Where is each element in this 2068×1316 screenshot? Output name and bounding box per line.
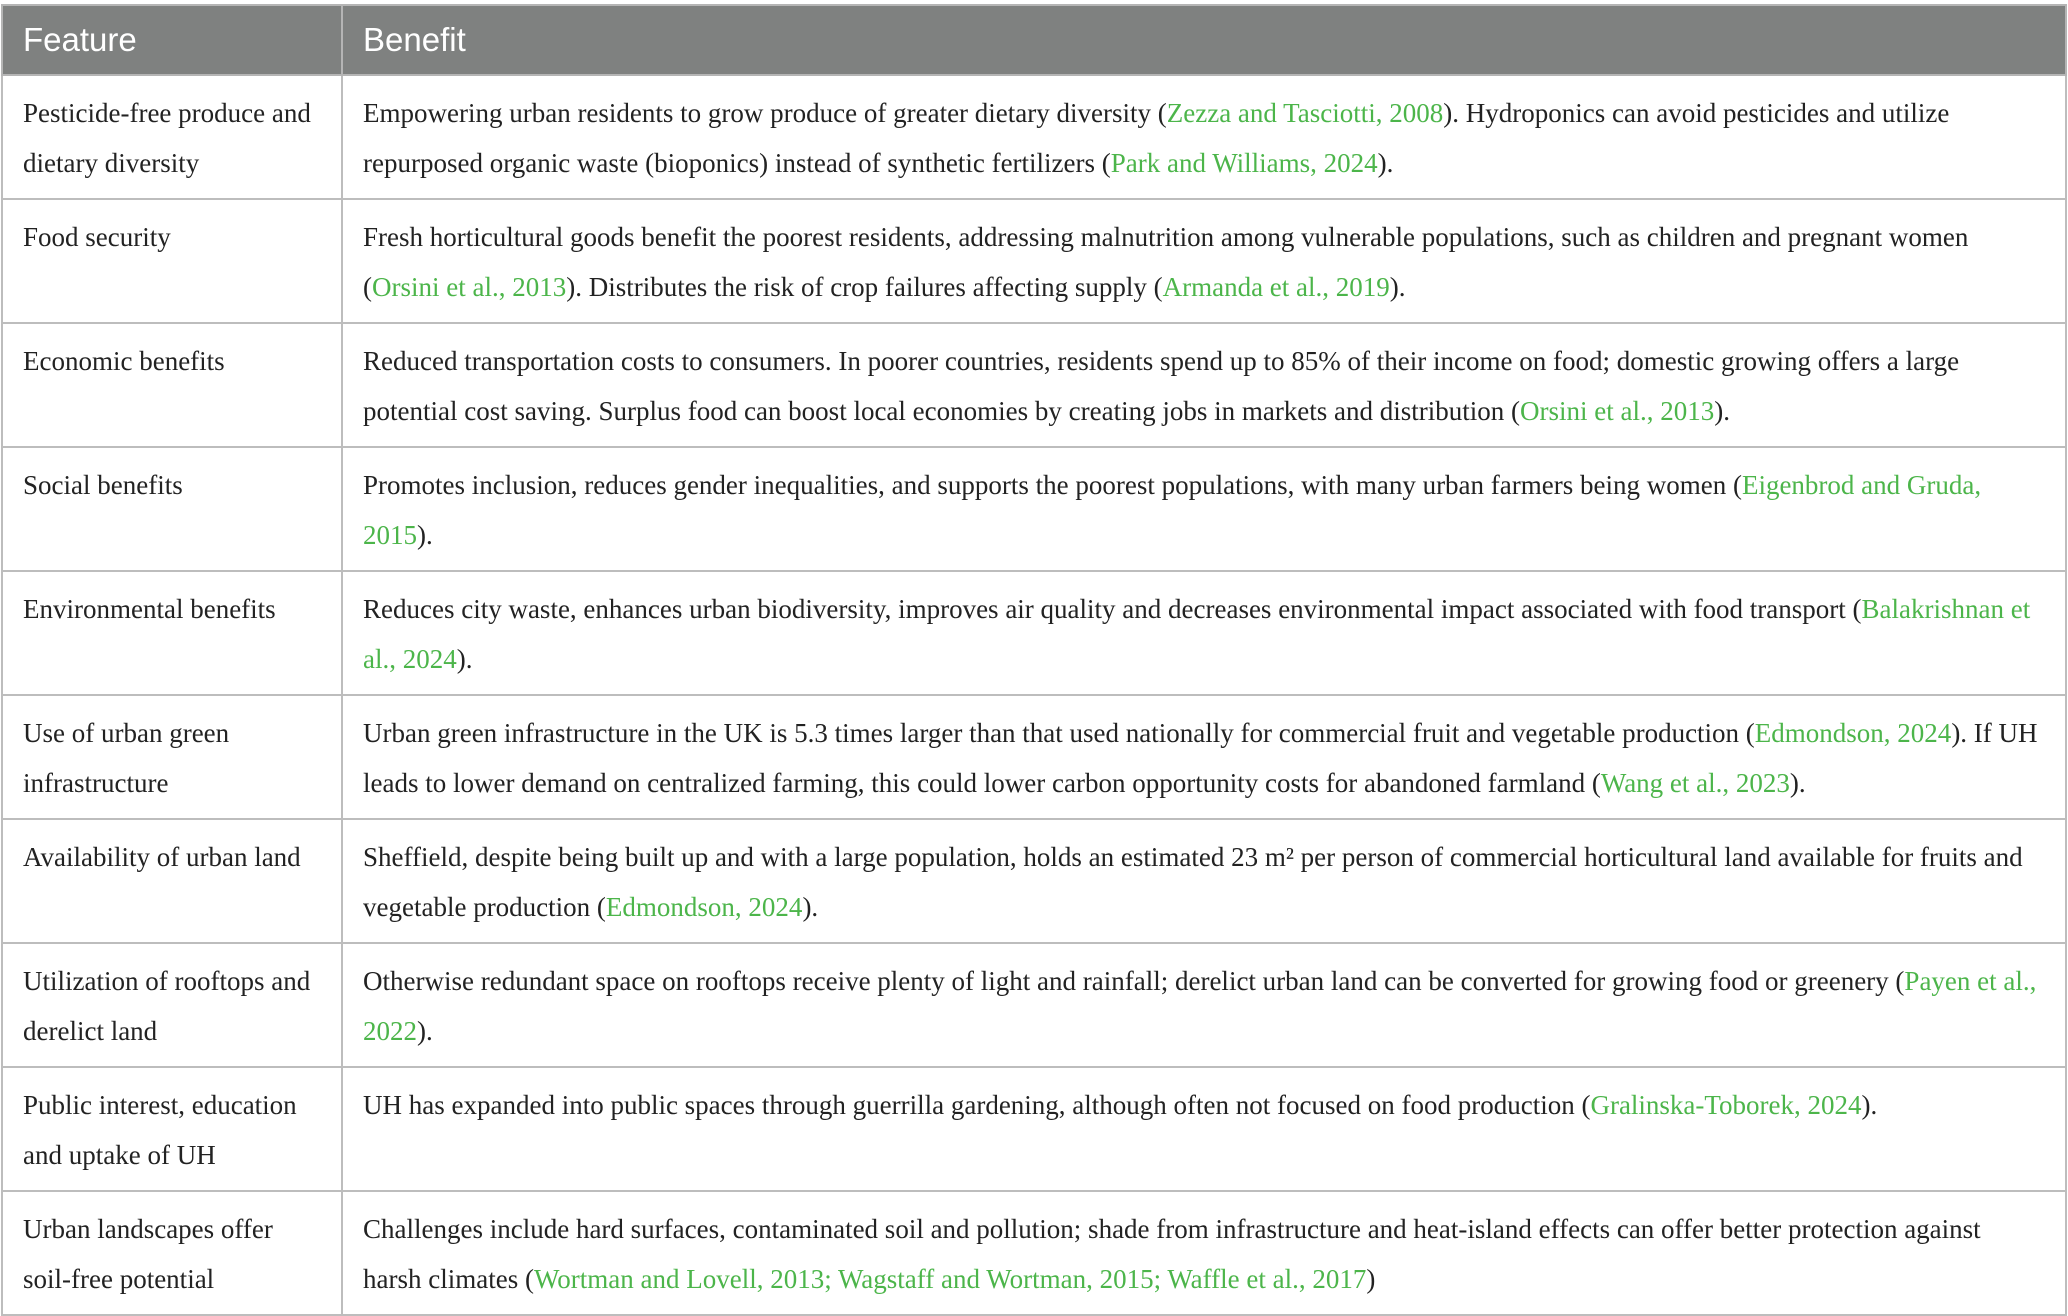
benefit-text: ). [417,1016,433,1046]
citation-link[interactable]: Orsini et al., 2013 [372,272,567,302]
benefit-cell [342,1191,2066,1315]
benefit-text: Reduces city waste, enhances urban biodiversity, improves air quality and decreases environmental impact associated with food transport ( [363,594,1862,624]
benefit-cell [342,1067,2066,1191]
benefit-cell [342,943,2066,1067]
feature-cell: Environmental benefits [2,571,342,695]
benefit-text: Sheffield, despite being built up and with a large population, holds an estimated 23 m² per person of commercial horticultural land available for fruits and vegetable production ( [363,842,2023,922]
benefit-text: Urban green infrastructure in the UK is 5.3 times larger than that used nationally for commercial fruit and vegetable production ( [363,718,1755,748]
benefit-text: ). [1789,768,1806,798]
benefit-text: ). [802,892,819,922]
benefit-text: ) [1366,1264,1376,1294]
benefit-cell [342,199,2066,323]
benefit-text: ). Hydroponics can avoid pesticides and utilize repurposed organic waste (bioponics) instead of synthetic fertilizers ( [363,98,1950,178]
citation-link[interactable]: Eigenbrod and Gruda, 2015 [363,470,1982,550]
feature-cell: Pesticide-free produce and dietary diversity [2,75,342,199]
table-row [2,199,2066,323]
benefit-cell [342,571,2066,695]
table-header-row [2,5,2066,75]
table-row [2,75,2066,199]
benefit-text: Promotes inclusion, reduces gender inequalities, and supports the poorest populations, with many urban farmers being women ( [363,470,1742,500]
benefit-cell [342,323,2066,447]
citation-link[interactable]: Park and Williams, 2024 [1110,148,1378,178]
benefit-text: ). [456,644,473,674]
citation-link[interactable]: Zezza and Tasciotti, 2008 [1166,98,1444,128]
benefit-text: ). [1714,396,1731,426]
citation-link[interactable]: Gralinska-Toborek, 2024 [1590,1090,1862,1120]
benefit-cell [342,819,2066,943]
column-header-feature: Feature [2,5,342,75]
citation-link[interactable]: Orsini et al., 2013 [1520,396,1715,426]
citation-link[interactable]: Edmondson, 2024 [605,892,803,922]
feature-cell: Economic benefits [2,323,342,447]
feature-cell: Availability of urban land [2,819,342,943]
benefit-text: ). If UH leads to lower demand on centralized farming, this could lower carbon opportunity costs for abandoned farmland ( [363,718,2038,798]
table-row [2,695,2066,819]
table-row [2,571,2066,695]
benefit-text: UH has expanded into public spaces through guerrilla gardening, although often not focused on food production ( [363,1090,1591,1120]
citation-link[interactable]: Payen et al., 2022 [363,966,2037,1046]
column-header-benefit: Benefit [342,5,2066,75]
table-row [2,943,2066,1067]
citation-link[interactable]: Wang et al., 2023 [1600,768,1790,798]
citation-link[interactable]: Wortman and Lovell, 2013; Wagstaff and Wortman, 2015; Waffle et al., 2017 [533,1264,1367,1294]
citation-link[interactable]: Balakrishnan et al., 2024 [363,594,2031,674]
benefit-text: ). Distributes the risk of crop failures affecting supply ( [566,272,1163,302]
table-row [2,1067,2066,1191]
feature-cell: Utilization of rooftops and derelict land [2,943,342,1067]
feature-cell: Food security [2,199,342,323]
table-row [2,447,2066,571]
benefit-cell [342,75,2066,199]
benefit-text: ). [1377,148,1394,178]
table-row [2,323,2066,447]
benefit-text: Reduced transportation costs to consumers. In poorer countries, residents spend up to 85% of their income on food; domestic growing offers a large potential cost saving. Surplus food can boost local economies by creating jobs in markets and distribution ( [363,346,1960,426]
table-row [2,1191,2066,1315]
benefit-text: Fresh horticultural goods benefit the poorest residents, addressing malnutrition among vulnerable populations, such as children and pregnant women ( [363,222,1969,302]
benefit-cell [342,447,2066,571]
benefit-text: ). [1389,272,1406,302]
feature-cell: Urban landscapes offer soil-free potential [2,1191,342,1315]
benefit-cell [342,695,2066,819]
benefit-text: Challenges include hard surfaces, contaminated soil and pollution; shade from infrastructure and heat-island effects can offer better protection against harsh climates ( [363,1214,1981,1294]
table-row [2,819,2066,943]
benefit-text: Otherwise redundant space on rooftops receive plenty of light and rainfall; derelict urban land can be converted for growing food or greenery ( [363,966,1905,996]
citation-link[interactable]: Armanda et al., 2019 [1162,272,1390,302]
feature-cell: Public interest, education and uptake of UH [2,1067,342,1191]
benefits-table [1,4,2067,1316]
benefit-text: ). [417,520,433,550]
benefit-text: Empowering urban residents to grow produce of greater dietary diversity ( [363,98,1167,128]
benefit-text: ). [1861,1090,1878,1120]
citation-link[interactable]: Edmondson, 2024 [1754,718,1952,748]
feature-cell: Social benefits [2,447,342,571]
table-body [2,75,2066,1315]
feature-cell: Use of urban green infrastructure [2,695,342,819]
